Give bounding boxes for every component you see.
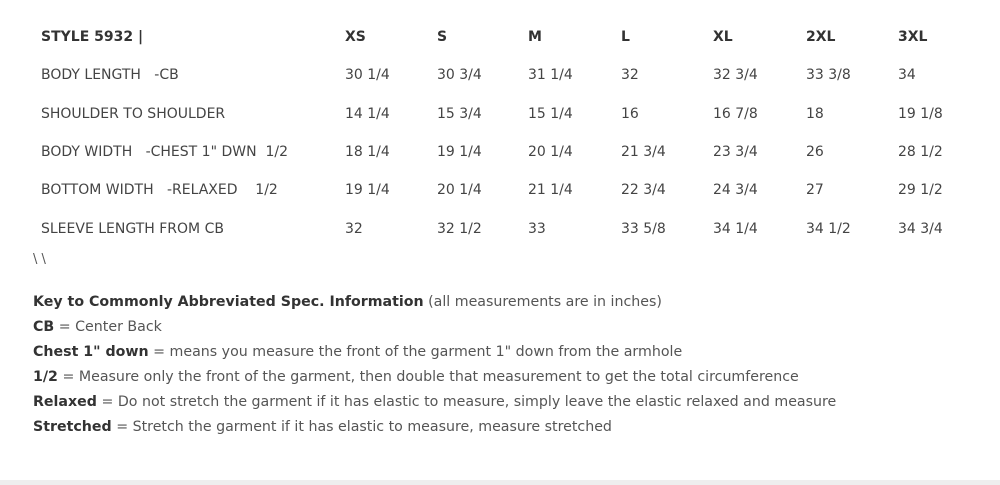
- table-header-size: M: [528, 29, 542, 46]
- measurement-value: 30 3/4: [437, 67, 482, 84]
- measurement-value: 19 1/4: [345, 182, 390, 199]
- measurement-value: 32: [621, 67, 639, 84]
- measurement-value: 18 1/4: [345, 144, 390, 161]
- key-item: [33, 390, 836, 415]
- key-term: Relaxed: [33, 394, 97, 410]
- measurement-value: 33 5/8: [621, 220, 666, 237]
- key-item: [33, 415, 836, 440]
- measurement-value: 15 1/4: [528, 105, 573, 122]
- measurement-value: 28 1/2: [898, 144, 943, 161]
- measurement-value: 34: [898, 67, 916, 84]
- key-term: CB: [33, 319, 55, 335]
- page-bottom-divider: [0, 480, 1000, 485]
- key-term: Chest 1" down: [33, 344, 149, 360]
- table-header-size: 2XL: [806, 29, 836, 46]
- measurement-value: 32 1/2: [437, 220, 482, 237]
- table-row: [33, 56, 968, 94]
- measurement-value: 33 3/8: [806, 67, 851, 84]
- size-spec-table: [33, 18, 968, 248]
- key-definition: = Do not stretch the garment if it has elastic to measure, simply leave the elastic relaxed and measure: [101, 394, 837, 410]
- measurement-value: 16 7/8: [713, 105, 758, 122]
- stray-slashes-text: \ \: [33, 252, 46, 267]
- key-item: [33, 340, 836, 365]
- table-row: [33, 95, 968, 133]
- measurement-value: 26: [806, 144, 824, 161]
- key-definition: = Center Back: [58, 319, 162, 335]
- measurement-label: SLEEVE LENGTH FROM CB: [41, 220, 224, 237]
- measurement-value: 20 1/4: [528, 144, 573, 161]
- table-header-size: XL: [713, 29, 733, 46]
- measurement-value: 29 1/2: [898, 182, 943, 199]
- key-term: 1/2: [33, 369, 58, 385]
- measurement-label: BODY WIDTH -CHEST 1" DWN 1/2: [41, 144, 288, 161]
- measurement-value: 22 3/4: [621, 182, 666, 199]
- measurement-value: 16: [621, 105, 639, 122]
- key-definition: = Stretch the garment if it has elastic to measure, measure stretched: [116, 419, 612, 435]
- measurement-value: 14 1/4: [345, 105, 390, 122]
- measurement-value: 24 3/4: [713, 182, 758, 199]
- measurement-value: 27: [806, 182, 824, 199]
- table-header-row: [33, 18, 968, 56]
- measurement-value: 19 1/4: [437, 144, 482, 161]
- measurement-value: 33: [528, 220, 546, 237]
- key-item: [33, 315, 836, 340]
- measurement-label: SHOULDER TO SHOULDER: [41, 105, 226, 122]
- measurement-value: 34 1/2: [806, 220, 851, 237]
- key-item: [33, 365, 836, 390]
- key-title-note: (all measurements are in inches): [428, 294, 662, 310]
- measurement-value: 15 3/4: [437, 105, 482, 122]
- measurement-value: 30 1/4: [345, 67, 390, 84]
- key-definition: = Measure only the front of the garment, then double that measurement to get the total circumference: [62, 369, 799, 385]
- key-term: Stretched: [33, 419, 112, 435]
- abbreviation-key: [33, 290, 836, 440]
- measurement-label: BODY LENGTH -CB: [41, 67, 179, 84]
- table-row: [33, 133, 968, 171]
- measurement-value: 23 3/4: [713, 144, 758, 161]
- measurement-value: 34 1/4: [713, 220, 758, 237]
- measurement-value: 18: [806, 105, 824, 122]
- table-header-size: XS: [345, 29, 366, 46]
- measurement-value: 19 1/8: [898, 105, 943, 122]
- key-title-line: [33, 290, 836, 315]
- measurement-value: 21 3/4: [621, 144, 666, 161]
- key-definition: = means you measure the front of the garment 1" down from the armhole: [153, 344, 683, 360]
- measurement-value: 32 3/4: [713, 67, 758, 84]
- table-header-style: STYLE 5932 |: [41, 29, 144, 46]
- measurement-value: 34 3/4: [898, 220, 943, 237]
- table-header-size: 3XL: [898, 29, 928, 46]
- measurement-value: 21 1/4: [528, 182, 573, 199]
- table-row: [33, 171, 968, 209]
- measurement-value: 32: [345, 220, 363, 237]
- measurement-label: BOTTOM WIDTH -RELAXED 1/2: [41, 182, 278, 199]
- measurement-value: 20 1/4: [437, 182, 482, 199]
- table-header-size: S: [437, 29, 448, 46]
- measurement-value: 31 1/4: [528, 67, 573, 84]
- key-title: Key to Commonly Abbreviated Spec. Information: [33, 294, 424, 310]
- table-header-size: L: [621, 29, 630, 46]
- table-row: [33, 209, 968, 247]
